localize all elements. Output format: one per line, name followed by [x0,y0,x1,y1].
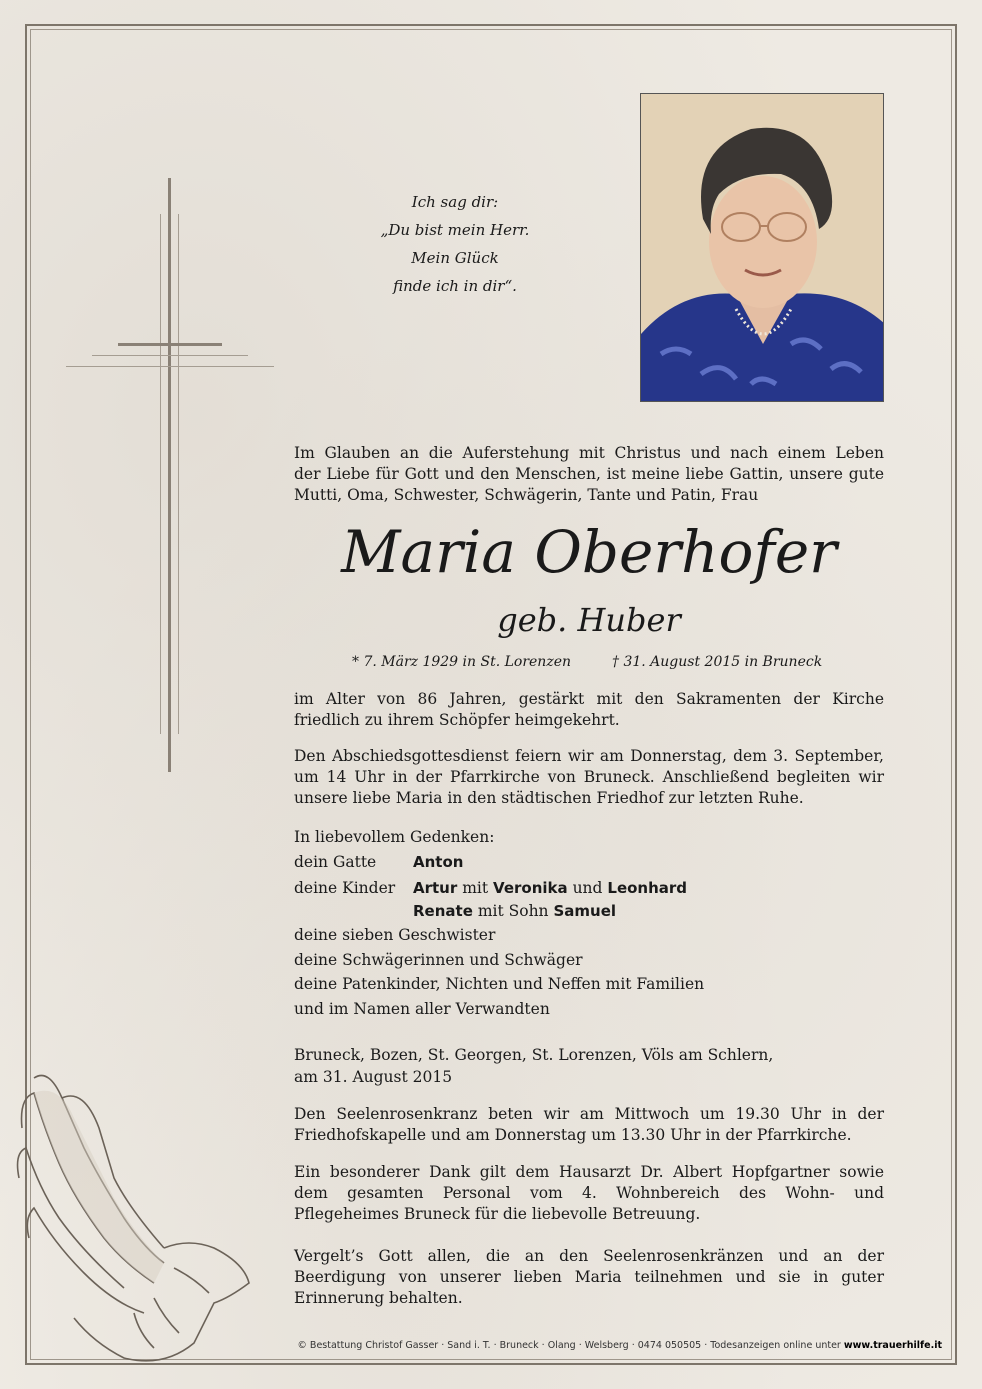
closing-paragraph [294,1246,884,1309]
text-line: Im Glauben an die Auferstehung mit Christus und nach einem Leben [294,444,884,462]
birth-date: * 7. März 1929 in St. Lorenzen [352,654,571,670]
text-line: dem gesamten Personal vom 4. Wohnbereich des Wohn- und [294,1184,884,1202]
mourner-line: und im Namen aller Verwandten [294,999,550,1018]
text-line: am 31. August 2015 [294,1068,453,1086]
text-line: im Alter von 86 Jahren, gestärkt mit den Sakramenten der Kirche [294,690,884,708]
place-date [294,1044,773,1088]
praying-hands-icon [14,1068,254,1368]
children-line-1: Artur mit Veronika und Leonhard [413,879,688,897]
footer-text: © Bestattung Christof Gasser · Sand i. T. · Bruneck · Olang · Welsberg · 0474 050505 · Todesanzeigen online unter [297,1340,841,1351]
funeral-paragraph [294,746,884,809]
text-line: Ein besonderer Dank gilt dem Hausarzt Dr. Albert Hopfgartner sowie [294,1163,884,1181]
quote-line: Ich sag dir: [411,193,499,211]
intro-paragraph [294,443,884,506]
text-line: Erinnerung behalten. [294,1289,463,1307]
quote-line: Mein Glück [411,249,499,267]
text-line: Den Abschiedsgottesdienst feiern wir am Donnerstag, dem 3. September, [294,747,884,765]
spouse-name: Anton [413,853,464,871]
other-mourners [294,923,704,1021]
text-line: Den Seelenrosenkranz beten wir am Mittwoch um 19.30 Uhr in der [294,1105,884,1123]
children-line-2: Renate mit Sohn Samuel [413,902,617,920]
mourner-line: deine Schwägerinnen und Schwäger [294,950,583,969]
footer-link[interactable]: www.trauerhilfe.it [843,1340,942,1351]
text-line: Mutti, Oma, Schwester, Schwägerin, Tante und Patin, Frau [294,486,759,504]
text-line: Beerdigung von unserer lieben Maria teilnehmen und sie in guter [294,1268,884,1286]
mourner-line: deine Patenkinder, Nichten und Neffen mit Familien [294,975,705,993]
death-date: † 31. August 2015 in Bruneck [612,654,823,670]
text-line: Pflegeheimes Bruneck für die liebevolle Betreuung. [294,1205,701,1223]
quote [330,188,580,300]
rosary-paragraph [294,1104,884,1146]
footer [294,1340,942,1351]
age-paragraph [294,689,884,731]
portrait-photo [640,93,884,402]
children-label: deine Kinder [294,879,396,897]
text-line: um 14 Uhr in der Pfarrkirche von Bruneck. Anschließend begleiten wir [294,768,884,786]
mourners-heading: In liebevollem Gedenken: [294,828,495,846]
deceased-name: Maria Oberhofer [341,518,837,586]
mourner-line: deine sieben Geschwister [294,926,496,944]
text-line: friedlich zu ihrem Schöpfer heimgekehrt. [294,711,620,729]
birth-name: geb. Huber [497,601,681,639]
text-line: unsere liebe Maria in den städtischen Friedhof zur letzten Ruhe. [294,789,804,807]
text-line: der Liebe für Gott und den Menschen, ist meine liebe Gattin, unsere gute [294,465,884,483]
text-line: Bruneck, Bozen, St. Georgen, St. Lorenzen, Völs am Schlern, [294,1046,774,1064]
spouse-label: dein Gatte [294,853,377,871]
thanks-paragraph [294,1162,884,1225]
text-line: Friedhofskapelle und am Donnerstag um 13.30 Uhr in der Pfarrkirche. [294,1126,852,1144]
text-line: Vergelt’s Gott allen, die an den Seelenrosenkränzen und an der [294,1247,884,1265]
quote-line: „Du bist mein Herr. [380,221,530,239]
quote-line: finde ich in dir“. [393,277,517,295]
